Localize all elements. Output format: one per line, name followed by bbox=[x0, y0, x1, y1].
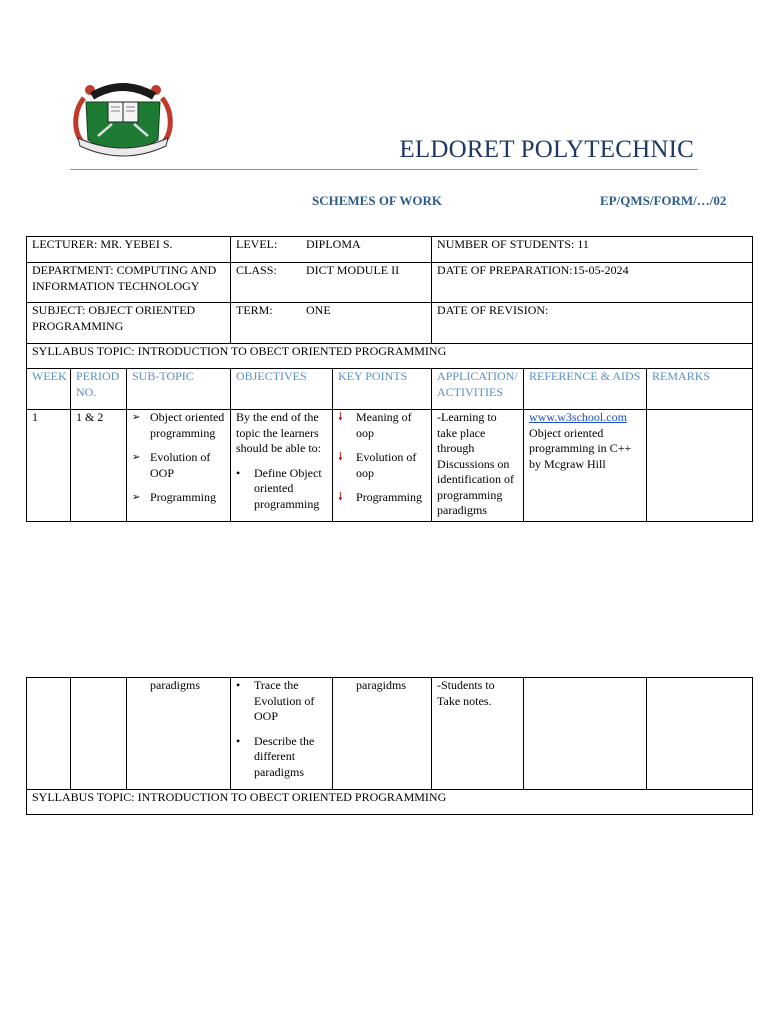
level-label: LEVEL: bbox=[236, 237, 278, 251]
reference-link[interactable]: www.w3school.com bbox=[529, 410, 627, 424]
list-item: • Describe the different paradigms bbox=[236, 733, 315, 779]
class-cell bbox=[231, 263, 432, 303]
table-row bbox=[27, 678, 753, 790]
list-item: 🠗 Meaning of oop bbox=[338, 410, 412, 440]
key-points-cell bbox=[333, 678, 432, 790]
info-row-3 bbox=[27, 303, 753, 344]
syllabus-topic: SYLLABUS TOPIC: INTRODUCTION TO OBECT ORIENTED PROGRAMMING bbox=[27, 344, 753, 369]
department-cell: DEPARTMENT: COMPUTING AND INFORMATION TECHNOLOGY bbox=[27, 263, 231, 303]
list-item: 🠗 Evolution of oop bbox=[338, 450, 417, 480]
col-reference: REFERENCE & AIDS bbox=[524, 369, 647, 410]
table-row bbox=[27, 410, 753, 522]
reference-cell bbox=[524, 678, 647, 790]
col-period: PERIOD NO. bbox=[71, 369, 127, 410]
subject-cell: SUBJECT: OBJECT ORIENTED PROGRAMMING bbox=[27, 303, 231, 344]
term-cell bbox=[231, 303, 432, 344]
syllabus-topic-footer: SYLLABUS TOPIC: INTRODUCTION TO OBECT ORIENTED PROGRAMMING bbox=[27, 790, 753, 815]
col-remarks: REMARKS bbox=[647, 369, 753, 410]
col-key-points: KEY POINTS bbox=[333, 369, 432, 410]
subtopic-cell bbox=[127, 678, 231, 790]
scheme-table bbox=[26, 236, 753, 522]
arrow-bullet-icon: ➢ bbox=[132, 412, 141, 423]
activities-cell: -Students to Take notes. bbox=[432, 678, 524, 790]
students-cell: NUMBER OF STUDENTS: 11 bbox=[432, 237, 753, 263]
bullet-icon: • bbox=[236, 465, 241, 480]
arrow-down-icon: 🠗 bbox=[338, 451, 343, 463]
institution-name: ELDORET POLYTECHNIC bbox=[399, 136, 694, 163]
remarks-cell bbox=[647, 410, 753, 522]
level-value: DIPLOMA bbox=[306, 237, 361, 251]
col-objectives: OBJECTIVES bbox=[231, 369, 333, 410]
class-value: DICT MODULE II bbox=[306, 263, 400, 277]
list-item: ➢ Evolution of OOP bbox=[132, 450, 211, 480]
info-row-1 bbox=[27, 237, 753, 263]
date-revision-cell: DATE OF REVISION: bbox=[432, 303, 753, 344]
subtopic-cell bbox=[127, 410, 231, 522]
objectives-cell bbox=[231, 678, 333, 790]
header-divider bbox=[70, 169, 698, 170]
week-cell: 1 bbox=[27, 410, 71, 522]
period-cell: 1 & 2 bbox=[71, 410, 127, 522]
objectives-cell bbox=[231, 410, 333, 522]
polytechnic-logo bbox=[70, 80, 176, 162]
col-subtopic: SUB-TOPIC bbox=[127, 369, 231, 410]
arrow-bullet-icon: ➢ bbox=[132, 492, 141, 503]
week-cell bbox=[27, 678, 71, 790]
bullet-icon: • bbox=[236, 678, 241, 692]
reference-text: Object oriented programming in C++ by Mcgraw Hill bbox=[529, 425, 632, 471]
arrow-bullet-icon: ➢ bbox=[132, 452, 141, 463]
subtopic-continued: paradigms bbox=[150, 678, 200, 692]
column-header-row bbox=[27, 369, 753, 410]
objectives-intro: By the end of the topic the learners should be able to: bbox=[236, 410, 321, 455]
list-item: 🠗 Programming bbox=[338, 490, 423, 504]
key-points-cell bbox=[333, 410, 432, 522]
key-points-continued: paragidms bbox=[356, 678, 406, 692]
date-preparation-cell: DATE OF PREPARATION:15-05-2024 bbox=[432, 263, 753, 303]
lecturer-cell: LECTURER: MR. YEBEI S. bbox=[27, 237, 231, 263]
bullet-icon: • bbox=[236, 733, 241, 748]
level-cell bbox=[231, 237, 432, 263]
form-code: EP/QMS/FORM/…/02 bbox=[600, 193, 727, 208]
arrow-down-icon: 🠗 bbox=[338, 411, 343, 423]
syllabus-row bbox=[27, 344, 753, 369]
class-label: CLASS: bbox=[236, 263, 277, 277]
period-cell bbox=[71, 678, 127, 790]
list-item: • Trace the Evolution of OOP bbox=[236, 678, 315, 723]
remarks-cell bbox=[647, 678, 753, 790]
info-row-2 bbox=[27, 263, 753, 303]
arrow-down-icon: 🠗 bbox=[338, 491, 343, 503]
syllabus-row bbox=[27, 790, 753, 815]
col-week: WEEK bbox=[27, 369, 71, 410]
list-item: • Define Object oriented programming bbox=[236, 465, 322, 511]
term-label: TERM: bbox=[236, 303, 273, 317]
list-item: ➢ Programming bbox=[132, 490, 216, 504]
list-item: ➢ Object oriented programming bbox=[132, 410, 225, 440]
col-activities: APPLICATION/ ACTIVITIES bbox=[432, 369, 524, 410]
document-title: SCHEMES OF WORK bbox=[312, 193, 443, 208]
term-value: ONE bbox=[306, 303, 331, 317]
reference-cell bbox=[524, 410, 647, 522]
activities-cell: -Learning to take place through Discussions on identification of programming paradigms bbox=[432, 410, 524, 522]
scheme-table-continued bbox=[26, 677, 753, 815]
